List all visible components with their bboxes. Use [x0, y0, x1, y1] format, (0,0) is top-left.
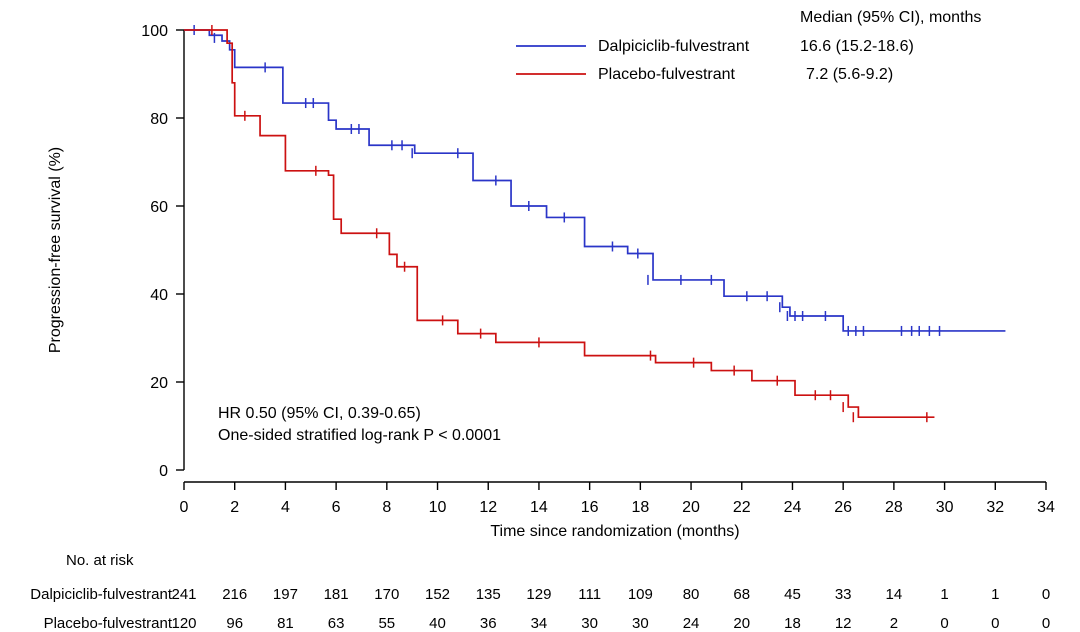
- risk-value: 241: [171, 586, 197, 603]
- risk-value: 30: [632, 615, 649, 632]
- risk-value: 63: [327, 615, 345, 632]
- risk-table: [30, 552, 1050, 632]
- risk-value: 68: [733, 586, 751, 603]
- x-tick-label: 4: [280, 499, 290, 516]
- x-tick-label: 6: [331, 499, 341, 516]
- risk-value: 0: [1041, 615, 1051, 632]
- risk-value: 181: [323, 586, 349, 603]
- legend-median-dalpiciclib: 16.6 (15.2-18.6): [800, 38, 914, 55]
- risk-value: 12: [834, 615, 852, 632]
- risk-value: 45: [784, 586, 801, 603]
- y-tick-label: 20: [150, 375, 168, 392]
- risk-value: 1: [991, 586, 1000, 603]
- risk-row-label-placebo: Placebo-fulvestrant: [43, 615, 172, 632]
- risk-row-label-dalpiciclib: Dalpiciclib-fulvestrant: [30, 586, 172, 603]
- y-tick-label: 0: [159, 463, 168, 480]
- risk-value: 14: [885, 586, 903, 603]
- x-tick-label: 10: [428, 499, 447, 516]
- risk-value: 24: [682, 615, 700, 632]
- survival-curves: [184, 25, 1005, 422]
- legend-label-placebo: Placebo-fulvestrant: [598, 66, 735, 83]
- risk-value: 40: [429, 615, 446, 632]
- risk-value: 129: [526, 586, 552, 603]
- x-tick-label: 34: [1037, 499, 1055, 516]
- risk-value: 96: [226, 615, 244, 632]
- risk-value: 34: [530, 615, 548, 632]
- y-axis-title: Progression-free survival (%): [47, 146, 64, 354]
- y-tick-label: 60: [150, 199, 168, 216]
- risk-value: 135: [475, 586, 501, 603]
- y-tick-label: 80: [150, 111, 168, 128]
- risk-value: 197: [272, 586, 298, 603]
- risk-value: 152: [425, 586, 451, 603]
- x-tick-label: 8: [382, 499, 392, 516]
- x-tick-label: 24: [783, 499, 802, 516]
- legend-median-placebo: 7.2 (5.6-9.2): [806, 66, 894, 83]
- risk-table-values: [171, 586, 1050, 632]
- x-tick-label: 14: [530, 499, 548, 516]
- legend-label-dalpiciclib: Dalpiciclib-fulvestrant: [598, 38, 750, 55]
- x-tick-label: 26: [834, 499, 853, 516]
- x-axis-title: Time since randomization (months): [490, 523, 740, 540]
- risk-value: 111: [578, 586, 602, 603]
- x-tick-label: 12: [479, 499, 498, 516]
- risk-value: 1: [940, 586, 949, 603]
- risk-value: 80: [682, 586, 700, 603]
- y-tick-label: 100: [141, 23, 168, 40]
- annotation-hr: HR 0.50 (95% CI, 0.39-0.65): [218, 405, 421, 422]
- x-tick-label: 32: [986, 499, 1005, 516]
- curve-series-1: [184, 30, 934, 417]
- risk-value: 2: [889, 615, 899, 632]
- y-tick-label: 40: [150, 287, 168, 304]
- risk-value: 18: [784, 615, 801, 632]
- legend-header: Median (95% CI), months: [800, 9, 982, 26]
- y-axis-ticks: [141, 23, 184, 480]
- x-tick-label: 2: [230, 499, 240, 516]
- x-tick-label: 18: [631, 499, 650, 516]
- risk-value: 216: [222, 586, 248, 603]
- risk-value: 81: [277, 615, 294, 632]
- risk-value: 0: [991, 615, 1000, 632]
- legend: [516, 9, 981, 83]
- risk-value: 0: [1041, 586, 1051, 603]
- risk-value: 36: [479, 615, 497, 632]
- risk-value: 30: [581, 615, 598, 632]
- risk-value: 20: [733, 615, 751, 632]
- x-axis-ticks: [180, 482, 1055, 516]
- annotation-logrank: One-sided stratified log-rank P < 0.0001: [218, 427, 501, 444]
- risk-value: 0: [940, 615, 949, 632]
- risk-value: 55: [378, 615, 396, 632]
- x-tick-label: 0: [179, 499, 189, 516]
- risk-value: 109: [627, 586, 653, 603]
- risk-table-header: No. at risk: [66, 552, 134, 569]
- x-tick-label: 28: [884, 499, 903, 516]
- risk-value: 33: [834, 586, 852, 603]
- x-tick-label: 30: [935, 499, 954, 516]
- x-tick-label: 20: [682, 499, 700, 516]
- x-tick-label: 16: [580, 499, 599, 516]
- risk-value: 120: [171, 615, 197, 632]
- x-tick-label: 22: [732, 499, 751, 516]
- statistics-annotation: [218, 405, 501, 444]
- risk-value: 170: [374, 586, 400, 603]
